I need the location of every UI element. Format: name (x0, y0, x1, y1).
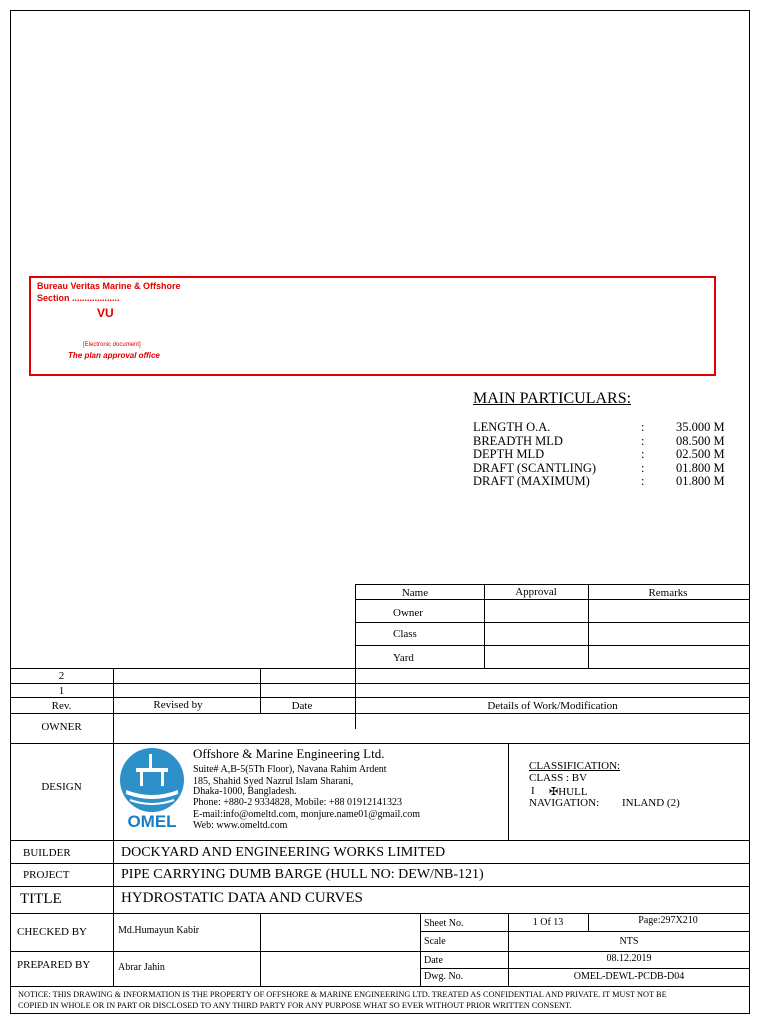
revised-by-header: Revised by (153, 699, 203, 711)
company-phone: Phone: +880-2 9334828, Mobile: +88 01912141323 (193, 797, 403, 808)
particular-label: DEPTH MLD (473, 447, 545, 462)
date-label: Date (424, 955, 443, 966)
particular-label: BREADTH MLD (473, 433, 563, 448)
particular-colon: : (641, 433, 645, 448)
particular-colon: : (641, 447, 645, 462)
company-email: E-mail:info@omeltd.com, monjure.name01@gmail.com (193, 809, 420, 820)
classification-hull-prefix: I (531, 785, 535, 797)
company-name: Offshore & Marine Engineering Ltd. (193, 746, 385, 761)
sheet-value: 1 Of 13 (532, 917, 564, 928)
scale-value: NTS (619, 936, 639, 947)
approval-row-class: Class (393, 628, 417, 640)
project-value: PIPE CARRYING DUMB BARGE (HULL NO: DEW/NB-121) (121, 867, 484, 882)
title-label: TITLE (20, 891, 62, 907)
scale-label: Scale (424, 936, 446, 947)
navigation-value: INLAND (2) (622, 797, 680, 809)
company-addr2: 185, Shahid Syed Nazrul Islam Sharani, (193, 776, 354, 787)
stamp-code: VU (97, 306, 114, 320)
particular-label: DRAFT (SCANTLING) (473, 460, 597, 475)
approval-row-owner: Owner (393, 607, 423, 619)
owner-label: OWNER (41, 721, 82, 733)
notice-line1: NOTICE: THIS DRAWING & INFORMATION IS THE PROPERTY OF OFFSHORE & MARINE ENGINEERING LTD. TREATED AS CONFIDENTIAL AND PRIVATE. IT MUST NOT BE (18, 990, 667, 999)
approval-approval-header: Approval (515, 586, 557, 598)
date-header: Date (291, 700, 313, 712)
classification-class: CLASS : BV (529, 772, 588, 784)
revision-2: 2 (58, 670, 65, 682)
project-label: PROJECT (23, 869, 70, 881)
checked-by-value: Md.Humayun Kabir (118, 925, 200, 936)
particular-colon: : (641, 420, 645, 434)
omel-logo (116, 746, 188, 832)
details-header: Details of Work/Modification (487, 700, 618, 712)
revision-1: 1 (58, 685, 65, 697)
main-particulars-title: MAIN PARTICULARS: (473, 390, 632, 407)
dwg-value: OMEL-DEWL-PCDB-D04 (573, 971, 685, 982)
particular-colon: : (641, 474, 645, 489)
particular-label: LENGTH O.A. (473, 420, 551, 434)
stamp-office: The plan approval office (68, 351, 160, 360)
company-addr3: Dhaka-1000, Bangladesh. (193, 786, 297, 797)
prepared-by-value: Abrar Jahin (118, 962, 165, 973)
builder-value: DOCKYARD AND ENGINEERING WORKS LIMITED (121, 845, 446, 860)
notice-line2: COPIED IN WHOLE OR IN PART OR DISCLOSED TO ANY THIRD PARTY FOR ANY PURPOSE WHAT SO EVER WITHOUT PRIOR WRITTEN CONSENT. (18, 1001, 572, 1010)
navigation-label: NAVIGATION: (529, 797, 600, 809)
date-value: 08.12.2019 (606, 953, 652, 964)
particular-colon: : (641, 460, 645, 475)
particular-value: 01.800 M (676, 474, 725, 489)
company-addr1: Suite# A,B-5(5Th Floor), Navana Rahim Ardent (193, 764, 387, 775)
dwg-label: Dwg. No. (424, 971, 464, 982)
particular-label: DRAFT (MAXIMUM) (473, 474, 590, 489)
checked-by-label: CHECKED BY (17, 926, 87, 938)
title-value: HYDROSTATIC DATA AND CURVES (121, 890, 363, 906)
sheet-label: Sheet No. (424, 918, 464, 929)
particular-value: 08.500 M (676, 433, 725, 448)
design-label: DESIGN (41, 781, 82, 793)
page-size: Page:297X210 (638, 915, 698, 926)
particular-value: 01.800 M (676, 460, 725, 475)
stamp-line1: Bureau Veritas Marine & Offshore (37, 281, 181, 291)
particular-value: 35.000 M (676, 420, 725, 434)
approval-row-yard: Yard (393, 652, 414, 664)
approval-name-header: Name (401, 587, 429, 599)
approval-remarks-header: Remarks (648, 587, 688, 599)
classification-hull: ✠HULL (549, 786, 588, 798)
particular-value: 02.500 M (676, 447, 725, 462)
builder-label: BUILDER (23, 847, 71, 859)
approval-stamp (29, 276, 716, 376)
rev-header: Rev. (51, 700, 72, 712)
prepared-by-label: PREPARED BY (17, 959, 91, 971)
logo-text: OMEL (127, 812, 177, 831)
stamp-note: [Electronic document] (83, 342, 141, 348)
classification-title: CLASSIFICATION: (529, 760, 621, 772)
company-web: Web: www.omeltd.com (193, 820, 288, 831)
stamp-line2: Section ................... (37, 293, 120, 303)
